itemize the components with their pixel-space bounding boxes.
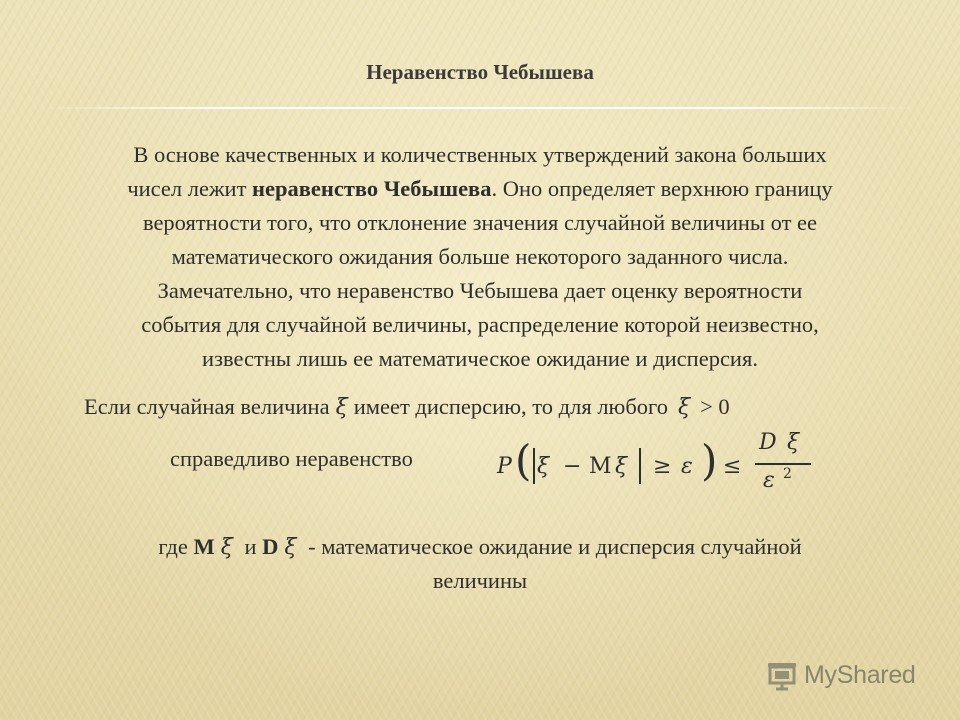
formula-left-paren: (: [515, 436, 532, 485]
slide-title: Неравенство Чебышева: [366, 60, 594, 84]
condition-part-3: > 0: [700, 394, 730, 419]
abs-bar-right: [639, 448, 641, 484]
myshared-logo: [766, 656, 916, 694]
line-2-prefix: чисел лежит: [127, 176, 253, 201]
paragraph-line-5: Замечательно, что неравенство Чебышева дает оценку вероятности: [157, 278, 803, 303]
condition-part-1: Если случайная величина: [84, 394, 330, 419]
paragraph-line-6: события для случайной величины, распределение которой неизвестно,: [141, 312, 819, 337]
inequality-label: справедливо неравенство: [170, 446, 413, 471]
formula-minus: −: [563, 454, 582, 479]
formula-p: P: [497, 454, 512, 479]
explanation-line-1: [40, 530, 920, 564]
chebyshev-formula: [493, 430, 823, 502]
formula-right-paren: ): [701, 436, 718, 485]
explanation-d: D: [262, 534, 279, 559]
formula-xi: ξ: [537, 454, 550, 479]
formula-m: M: [589, 454, 612, 479]
fraction-line: [755, 463, 811, 465]
presentation-board-icon: [766, 659, 798, 691]
line-2-suffix: . Оно определяет верхнюю границу: [491, 176, 833, 201]
explanation-xi-1: ξ: [220, 535, 233, 560]
formula-exponent: 2: [783, 466, 792, 482]
paragraph-line-7: известны лишь ее математическое ожидание и дисперсия.: [202, 346, 758, 371]
paragraph-line-4: математического ожидания больше некоторого заданного числа.: [171, 244, 789, 269]
epsilon-symbol: ξ: [677, 395, 691, 420]
explanation-and: и: [238, 534, 263, 559]
explanation-xi-2: ξ: [284, 535, 297, 560]
watermark-text: MyShared: [804, 660, 916, 689]
paragraph-line-3: вероятности того, что отклонение значения случайной величины от ее: [142, 210, 818, 235]
xi-symbol: ξ: [335, 395, 348, 420]
paragraph-line-2: [40, 172, 920, 206]
title-divider: [40, 107, 920, 109]
bold-term: неравенство Чебышева: [252, 176, 492, 201]
explanation: [40, 530, 920, 597]
condition-line: [84, 394, 730, 420]
explanation-prefix: где: [158, 534, 194, 559]
condition-part-2: имеет дисперсию, то для любого: [353, 394, 668, 419]
formula-epsilon: ε: [681, 454, 693, 479]
explanation-m: M: [193, 534, 215, 559]
formula-epsilon-2: ε: [763, 468, 775, 493]
explanation-suffix: - математическое ожидание и дисперсия случайной: [302, 534, 802, 559]
formula-geq: ≥: [653, 454, 672, 479]
explanation-line-2: величины: [432, 568, 528, 593]
paragraph-line-1: В основе качественных и количественных утверждений закона больших: [133, 142, 827, 167]
formula-xi-3: ξ: [787, 430, 800, 455]
formula-d: D: [759, 430, 777, 455]
main-paragraph: [40, 138, 920, 376]
formula-xi-2: ξ: [615, 454, 628, 479]
formula-leq: ≤: [723, 454, 742, 479]
abs-bar-left: [533, 448, 535, 484]
